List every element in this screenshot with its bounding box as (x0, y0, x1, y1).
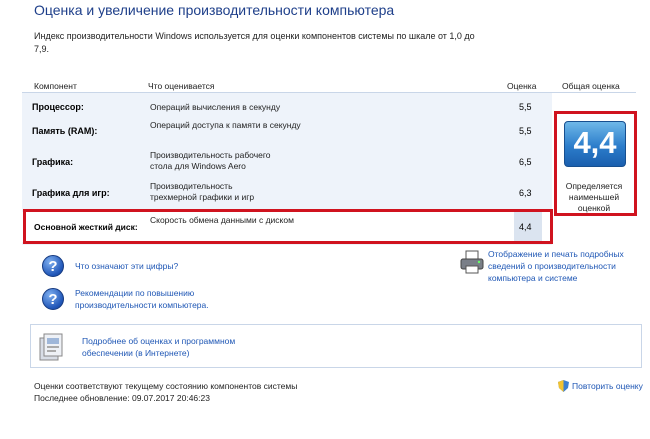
component-name: Основной жесткий диск: (34, 222, 138, 232)
rerun-text[interactable]: Повторить оценку (572, 381, 643, 391)
help-question-icon: ? (42, 255, 64, 277)
intro-text: Индекс производительности Windows используется для оценки компонентов системы по шкале от 1,0 до 7,9. (34, 31, 475, 54)
overall-score-tile (564, 121, 626, 167)
disk-highlight-frame (23, 209, 553, 244)
recommendations-link[interactable] (42, 287, 255, 311)
component-name: Графика: (32, 157, 74, 167)
component-name: Графика для игр: (32, 188, 110, 198)
component-name: Память (RAM): (32, 126, 98, 136)
header-what: Что оценивается (148, 81, 215, 91)
component-desc: Производительность трехмерной графики и игр (150, 181, 255, 202)
software-box-icon (36, 332, 66, 362)
component-score: 6,5 (519, 157, 532, 167)
component-score: 4,4 (519, 222, 532, 232)
what-numbers-link[interactable] (42, 255, 178, 277)
page-title: Оценка и увеличение производительности компьютера (34, 2, 395, 18)
component-desc: Операций вычисления в секунду (150, 102, 281, 112)
table-row-gaming-graphics (22, 180, 552, 208)
header-component: Компонент (34, 81, 77, 91)
last-update-text: Последнее обновление: 09.07.2017 20:46:23 (34, 393, 210, 403)
table-row-processor (22, 98, 552, 120)
component-score: 6,3 (519, 188, 532, 198)
footer-status (34, 380, 297, 404)
rerun-assessment-link[interactable] (558, 380, 643, 392)
online-info-text[interactable]: Подробнее об оценках и программном обеспечении (в Интернете) (82, 336, 236, 358)
overall-caption: Определяется наименьшей оценкой (565, 181, 623, 213)
header-score: Оценка (507, 81, 537, 91)
component-name: Процессор: (32, 102, 84, 112)
component-desc: Операций доступа к памяти в секунду (150, 120, 301, 130)
component-desc: Производительность рабочего стола для Windows Aero (150, 150, 271, 171)
header-overall: Общая оценка (562, 81, 620, 91)
recommendations-text[interactable]: Рекомендации по повышению производительности компьютера. (75, 288, 209, 310)
what-numbers-text[interactable]: Что означают эти цифры? (75, 261, 179, 271)
shield-icon (558, 380, 569, 392)
component-score: 5,5 (519, 102, 532, 112)
component-score: 5,5 (519, 126, 532, 136)
help-question-icon: ? (42, 288, 64, 310)
status-text: Оценки соответствуют текущему состоянию компонентов системы (34, 381, 298, 391)
table-row-graphics (22, 150, 552, 178)
table-header (22, 78, 636, 93)
table-row-memory (22, 120, 552, 148)
component-desc: Скорость обмена данными с диском (150, 215, 294, 225)
print-details-link[interactable]: Отображение и печать подробных сведений о производительности компьютера и системе (488, 249, 624, 283)
overall-score: 4,4 (573, 125, 617, 160)
online-info-link[interactable] (82, 335, 282, 359)
printer-icon (458, 249, 486, 275)
